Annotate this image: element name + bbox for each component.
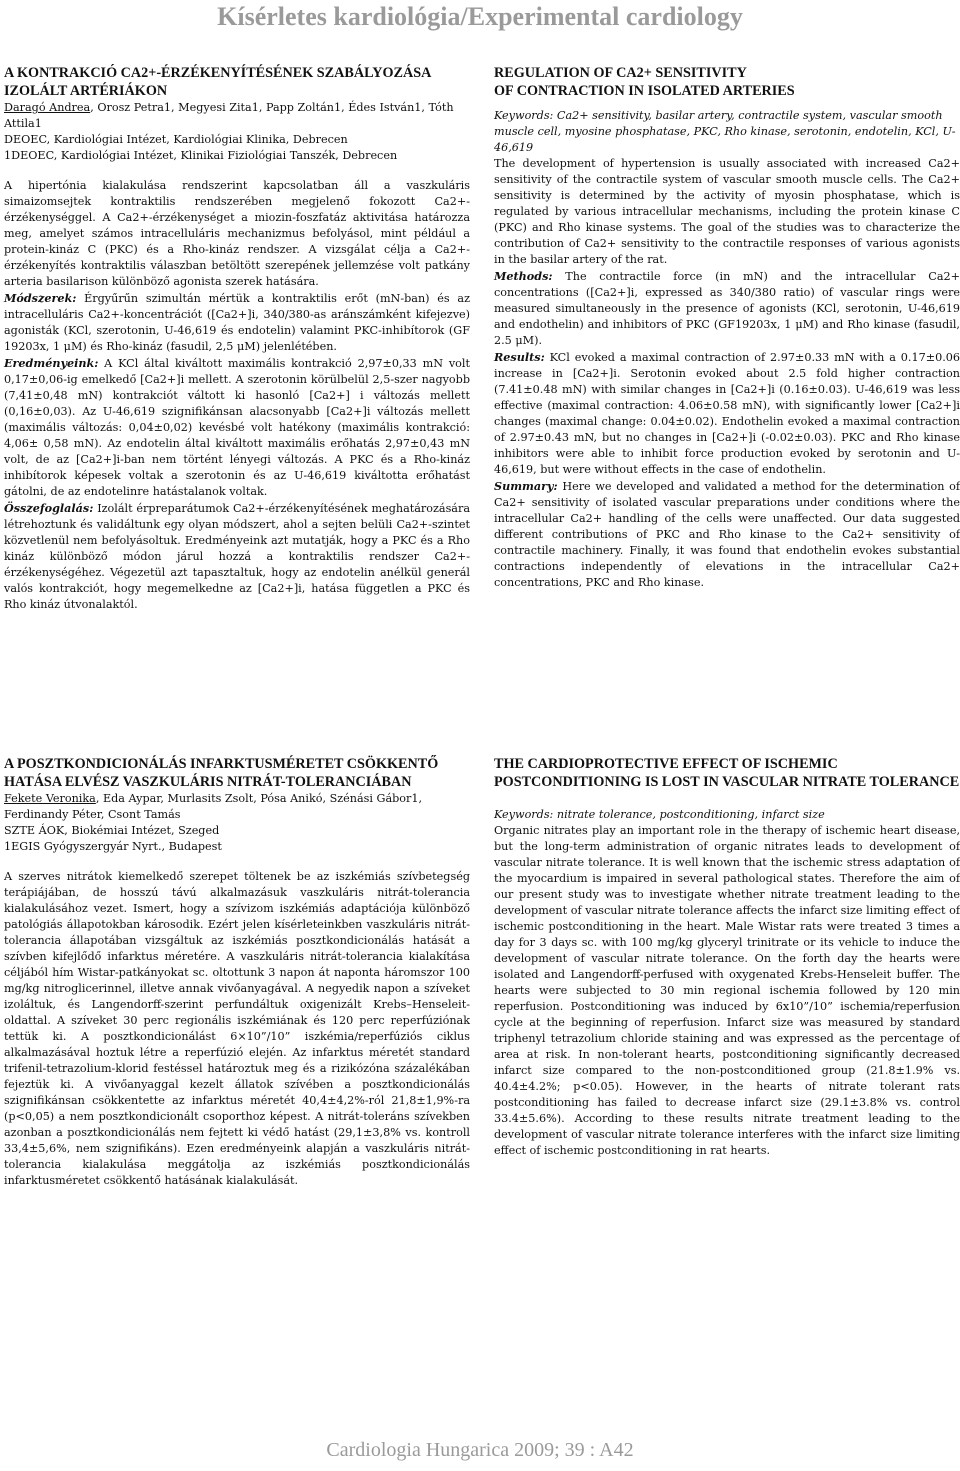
abstract-2-results (494, 349, 960, 478)
results-label: Results: (494, 350, 545, 364)
journal-citation: Cardiologia Hungarica 2009; 39 : A42 (326, 1439, 634, 1461)
abstract-1-hu (4, 64, 470, 613)
abstract-2-intro: The development of hypertension is usually associated with increased Ca2+ sensitivity of the contractile system of vascular smooth muscle cells. The Ca2+ sensitivity is determined by the activity of myosin phosphatase, which is regulated by various intracellular mechanisms, including the protein kinase C (PKC) and Rho kinase systems. The goal of the studies was to characterize the contribution of Ca2+ sensitivity to the contractile responses of various agonists in the basilar artery of the rat. (494, 157, 960, 266)
abstract-1-methods (4, 290, 470, 355)
summary-label: Összefoglalás: (4, 501, 94, 515)
summary-label: Summary: (494, 479, 558, 493)
methods-label: Módszerek: (4, 291, 77, 305)
abstract-3-title: A POSZTKONDICIONÁLÁS INFARKTUSMÉRETET CSÖKKENTŐ HATÁSA ELVÉSZ VASZKULÁRIS NITRÁT-TOLERANCIÁBAN (4, 756, 439, 790)
results-text: KCl evoked a maximal contraction of 2.97±0.33 mN with a 0.17±0.06 increase in [Ca2+]i. Serotonin evoked about 2.5 fold higher contraction (7.41±0.48 mN) with similar changes in [Ca2+]i (0.16±0.03). U-46,619 was less effective (maximal contraction: 4.06±0.58 mN), with significantly lower [Ca2+]i changes (maximal change: 0.04±0.02). Endothelin evoked a maximal contraction of 2.97±0.43 mN, but no changes in [Ca2+]i (-0.02±0.03). PKC and Rho kinase inhibitors were able to inhibit force production evoked by serotonin and U-46,619, but were without effects in the case of endothelin. (494, 351, 960, 476)
results-label: Eredményeink: (4, 356, 99, 370)
abstract-4-title: THE CARDIOPROTECTIVE EFFECT OF ISCHEMIC POSTCONDITIONING IS LOST IN VASCULAR NITRATE TOLERANCE (494, 756, 960, 790)
abstract-2-methods (494, 268, 960, 349)
abstract-2-title-line-1: REGULATION OF CA2+ SENSITIVITY (494, 65, 747, 81)
abstract-2-keywords: Keywords: Ca2+ sensitivity, basilar artery, contractile system, vascular smooth muscle cell, myosine phosphatase, PKC, Rho kinase, serotonin, endotelin, KCl, U-46,619 (494, 109, 956, 154)
section-title: Kísérletes kardiológia/Experimental cardiology (217, 2, 743, 31)
presenting-author: Daragó Andrea (4, 101, 91, 114)
abstract-3-authors (4, 791, 470, 823)
abstract-1-title: A KONTRAKCIÓ CA2+-ÉRZÉKENYÍTÉSÉNEK SZABÁLYOZÁSA IZOLÁLT ARTÉRIÁKON (4, 65, 431, 99)
abstract-1-affiliation-1: DEOEC, Kardiológiai Intézet, Kardiológiai Klinika, Debrecen (4, 133, 348, 146)
page-footer (0, 1439, 960, 1462)
abstract-1-authors (4, 100, 470, 132)
abstract-4-en (494, 755, 960, 1159)
abstract-2-en (494, 64, 960, 591)
abstract-3-hu (4, 755, 470, 1189)
abstract-1-affiliation-2: 1DEOEC, Kardiológiai Intézet, Klinikai Fiziológiai Tanszék, Debrecen (4, 149, 398, 162)
presenting-author: Fekete Veronika (4, 792, 96, 805)
methods-label: Methods: (494, 269, 553, 283)
abstract-2-summary (494, 478, 960, 591)
abstract-2-title-line-2: OF CONTRACTION IN ISOLATED ARTERIES (494, 83, 795, 99)
abstract-3-body: A szerves nitrátok kiemelkedő szerepet töltenek be az iszkémiás szívbetegség terápiájában, de hosszú távú alkalmazásuk vaszkuláris nitrát-tolerancia kialakulásához vezet. Ismert, hogy a szívizom iszkémiás adaptációja különböző patológiás állapotokban károsodik. Ezért jelen kísérleteinkben vaszkuláris nitrát-tolerancia állapotában vizsgáltuk az iszkémiás posztkondicionálás hatását a szívben kifejlődő infarktus méretére. A vaszkuláris nitrát-tolerancia kialakítása céljából hím Wistar-patkányokat sc. oltottunk 3 napon át naponta háromszor 100 mg/kg nitroglicerinnel, illetve annak vivőanyagával. A negyedik napon a szíveket izoláltuk, és Langendorff-szerint perfundáltuk oxigenizált Krebs–Henseleit-oldattal. A szíveket 30 perc regionális iszkémiának és 120 perc reperfúziónak tettük ki. A posztkondicionálást 6×10”/10” iszkémia/reperfúziós ciklus alkalmazásával hoztuk létre a reperfúzió elején. Az infarktus méretét standard trifenil-tetrazolium-klorid festéssel határoztuk meg és a rizikózóna százalékában fejeztük ki. A vivőanyaggal kezelt állatok szívében a posztkondicionálás szignifikánsan csökkentette az infarktus méretét 40,4±4,2%-ról 21,8±1,9%-ra (p<0,05) a nem posztkondicionált csoporthoz képest. A nitrát-toleráns szívekben azonban a posztkondicionálás nem fejtett ki védő hatást (29,1±3,8% vs. kontroll 33,4±5,6%, nem szignifikáns). Ezen eredményeink alapján a vaszkuláris nitrát-tolerancia kialakulása meggátolja az iszkémiás posztkondicionálás infarktusméretet csökkentő hatásának kialakulását. (4, 870, 470, 1187)
summary-text: Izolált érpreparátumok Ca2+-érzékenyítésének meghatározására létrehoztunk és validáltunk egy olyan módszert, ahol a sejten belüli Ca2+-szintet közvetlenül nem befolyásoltuk. Eredményeink azt mutatják, hogy a PKC és a Rho kináz különböző módon járul hozzá a kontraktilis rendszer Ca2+-érzékenységéhez. Végezetül azt tapasztaltuk, hogy az endotelin anélkül generál valós kontrakciót, hogy megemelkedne az [Ca2+]i, hatása független a PKC és Rho kináz útvonalaktól. (4, 502, 470, 611)
summary-text: Here we developed and validated a method for the determination of Ca2+ sensitivity of isolated vascular preparations under conditions where the intracellular Ca2+ handling of the cells were unaffected. Our data suggested different contributions of PKC and Rho kinase to the Ca2+ sensitivity of contractile machinery. Finally, it was found that endothelin evokes substantial contractions independently of elevations in the intracellular Ca2+ concentrations, PKC and Rho kinase. (494, 480, 960, 589)
abstract-4-body: Organic nitrates play an important role in the therapy of ischemic heart disease, but the long-term administration of organic nitrates leads to development of vascular nitrate tolerance. It is well known that the ischemic stress adaptation of the myocardium is impaired in several pathological states. Therefore the aim of our present study was to investigate whether nitrate treatment leading to the development of vascular nitrate tolerance affects the infarct size limiting effect of ischemic postconditioning in the heart. Male Wistar rats were treated 3 times a day for 3 days sc. with 100 mg/kg glyceryl trinitrate or its vehicle to induce the development of vascular nitrate tolerance. On the forth day the hearts were isolated and Langendorff-perfused with oxygenated Krebs-Henseleit buffer. The hearts were subjected to 30 min regional ischemia followed by 120 min reperfusion. Postconditioning was induced by 6x10”/10” ischemia/reperfusion cycle at the beginning of reperfusion. Infarct size was measured by standard triphenyl tetrazolium chloride staining and was expressed as the percentage of area at risk. In non-tolerant hearts, postconditioning significantly decreased infarct size compared to the non-postconditioned group (21.8±1.9% vs. 40.4±4.2%; p<0.05). However, in the hearts of nitrate tolerant rats postconditioning has failed to decrease infarct size (29.1±3.8% vs. control 33.4±5.6%). According to these results nitrate treatment leading to the development of vascular nitrate tolerance interferes with the infarct size limiting effect of ischemic postconditioning in rat hearts. (494, 824, 960, 1157)
results-text: A KCl által kiváltott maximális kontrakció 2,97±0,33 mN volt 0,17±0,06-ig emelkedő [Ca2+]i mellett. A szerotonin körülbelül 2,5-szer nagyobb (7,41±0,48 mN) kontrakciót váltott ki hasonló [Ca2+] i változás mellett (0,16±0,03). Az U-46,619 szignifikánsan alacsonyabb [Ca2+]i változás mellett (maximális változás: 0,04±0,02) kevésbé volt hatékony (maximális kontrakció: 4,06± 0,58 mN). Az endotelin által kiváltott maximális erőhatás 2,97±0,43 mN volt, de az [Ca2+]i-ban nem történt lényegi változás. A PKC és a Rho-kináz inhibítorok képesek voltak a szerotonin és az U-46,619 kiváltotta erőhatást gátolni, de az endotelinre hatástalanok voltak. (4, 357, 470, 498)
abstract-1-intro: A hipertónia kialakulása rendszerint kapcsolatban áll a vaszkuláris simaizomsejtek kontraktilis rendszerében megjelenő fokozott Ca2+-érzékenységgel. A Ca2+-érzékenységet a miozin-foszfatáz aktivitása határozza meg, amelyet számos intracelluláris mechanizmus befolyásol, mint például a protein-kináz C (PKC) és a Rho-kináz rendszer. A vizsgálat célja a Ca2+-érzékenyítés kontraktilis válaszban betöltött szerepének jellemzése volt patkány arteria basilarison különböző agonista szerek hatására. (4, 179, 470, 288)
other-authors: , Eda Aypar, Murlasits Zsolt, Pósa Anikó, Szénási Gábor1, Ferdinandy Péter, Csont Tamás (4, 792, 423, 821)
abstract-1-summary (4, 500, 470, 613)
abstract-3-affiliation-2: 1EGIS Gyógyszergyár Nyrt., Budapest (4, 840, 222, 853)
methods-text: Érgyűrűn szimultán mértük a kontraktilis erőt (mN-ban) és az intracelluláris Ca2+-koncentrációt ([Ca2+]i, 340/380-as aránszámként kifejezve) agonisták (KCl, szerotonin, U-46,619 és endotelin) valamint PKC-inhibítorok (GF 19203x, 1 μM) és Rho-kináz (fasudil, 2,5 μM) jelenlétében. (4, 292, 470, 353)
abstract-3-affiliation-1: SZTE ÁOK, Biokémiai Intézet, Szeged (4, 824, 220, 837)
abstract-4-keywords: Keywords: nitrate tolerance, postconditioning, infarct size (494, 808, 825, 821)
abstract-1-results (4, 355, 470, 500)
page-header (0, 0, 960, 32)
methods-text: The contractile force (in mN) and the intracellular Ca2+ concentrations ([Ca2+]i, expressed as 340/380 ratio) of vascular rings were measured simultaneously in the presence of agonists (KCl, serotonin, U-46,619 and endothelin) and inhibitors of PKC (GF19203x, 1 μM) and Rho kinase (fasudil, 2.5 μM). (494, 270, 960, 347)
other-authors: , Orosz Petra1, Megyesi Zita1, Papp Zoltán1, Édes István1, Tóth Attila1 (4, 101, 454, 130)
